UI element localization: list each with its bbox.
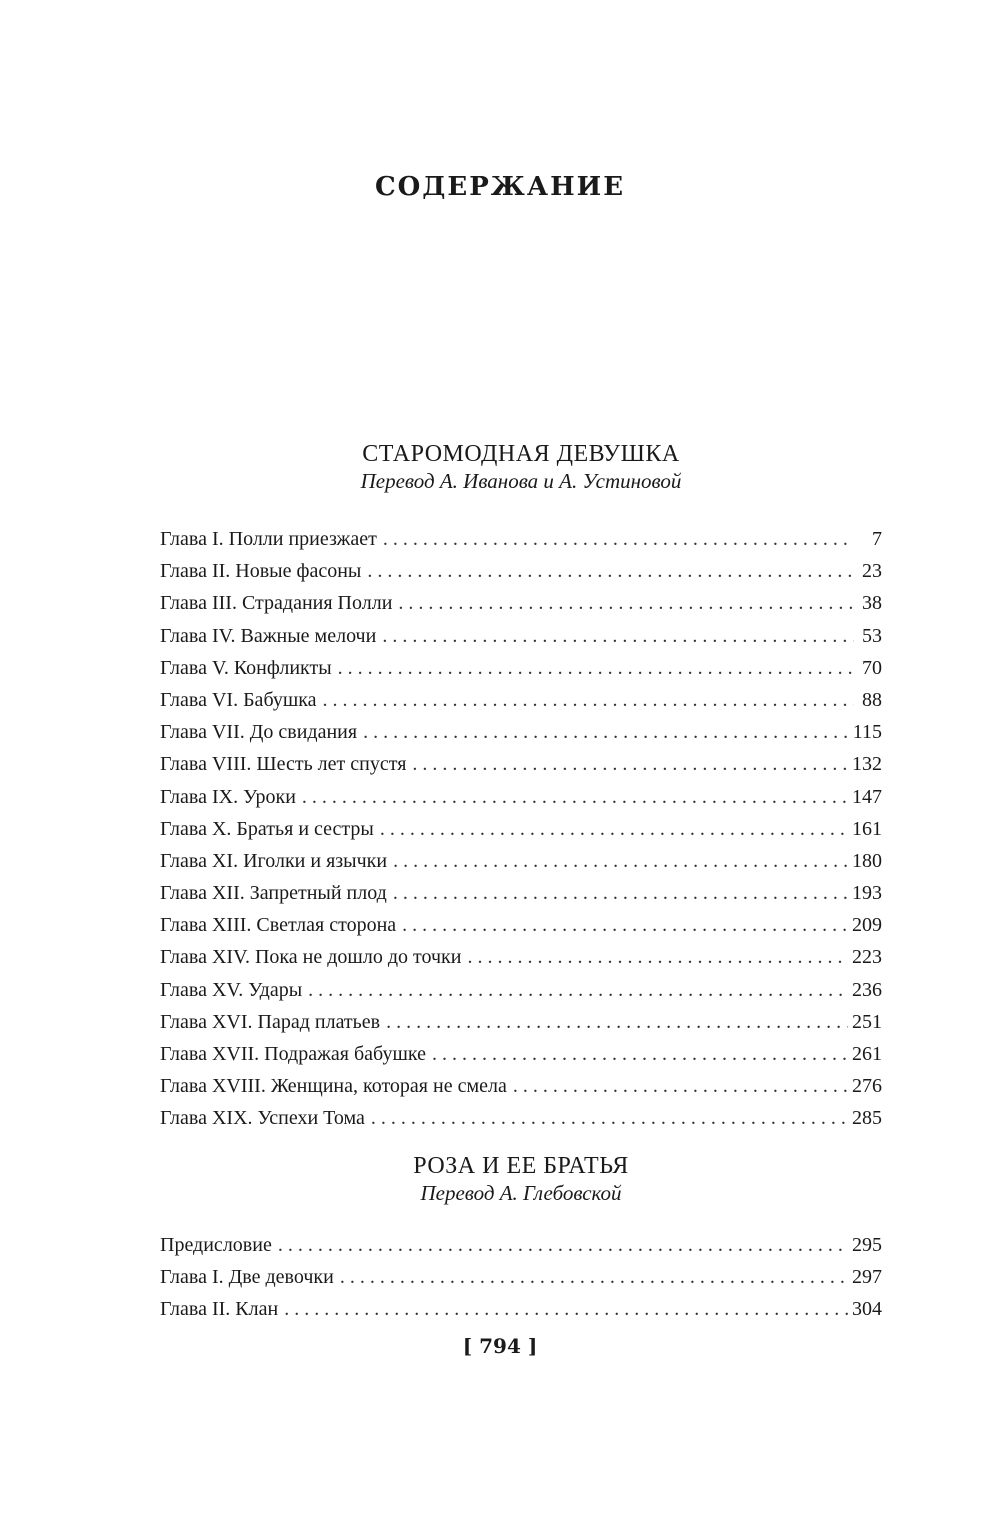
toc-entry xyxy=(160,1234,882,1266)
toc-entry xyxy=(160,1011,882,1043)
leader-dots xyxy=(278,1234,848,1257)
toc-entry-title: Предисловие xyxy=(160,1234,272,1256)
toc-entry-page: 261 xyxy=(852,1043,882,1065)
toc-entry-title: Глава III. Страдания Полли xyxy=(160,592,393,615)
toc-entry xyxy=(160,721,882,753)
toc-entry-title: Глава II. Новые фасоны xyxy=(160,560,362,583)
toc-entry-page: 147 xyxy=(852,785,882,808)
leader-dots xyxy=(467,946,848,969)
toc-entry-page: 53 xyxy=(862,624,882,647)
leader-dots xyxy=(393,850,848,873)
toc-entry xyxy=(160,528,882,560)
section-heading: РОЗА И ЕЕ БРАТЬЯ xyxy=(413,1153,629,1179)
toc-entry xyxy=(160,1266,882,1298)
leader-dots xyxy=(308,979,848,1002)
toc-entry xyxy=(160,689,882,721)
toc-entry xyxy=(160,1043,882,1075)
toc-entry-page: 115 xyxy=(852,721,882,744)
toc-entry xyxy=(160,560,882,592)
toc-entry xyxy=(160,592,882,624)
toc-entry xyxy=(160,946,882,978)
toc-entry-title: Глава IV. Важные мелочи xyxy=(160,624,377,647)
toc-entry-page: 70 xyxy=(862,656,882,679)
toc-entry-page: 7 xyxy=(872,528,882,550)
toc-entry-title: Глава XI. Иголки и язычки xyxy=(160,849,388,872)
toc-list xyxy=(160,1234,882,1331)
toc-entry xyxy=(160,979,882,1011)
toc-entry-title: Глава I. Полли приезжает xyxy=(160,528,377,550)
toc-entry-title: Глава I. Две девочки xyxy=(160,1266,334,1289)
toc-entry xyxy=(160,818,882,850)
toc-entry xyxy=(160,786,882,818)
leader-dots xyxy=(323,689,854,712)
toc-entry-page: 209 xyxy=(852,914,882,937)
toc-entry xyxy=(160,1298,882,1330)
toc-entry-title: Глава II. Клан xyxy=(160,1298,279,1321)
toc-entry-title: Глава X. Братья и сестры xyxy=(160,817,374,840)
page-title: СОДЕРЖАНИЕ xyxy=(374,172,626,202)
toc-entry-page: 180 xyxy=(852,849,882,872)
toc-entry-title: Глава XIX. Успехи Тома xyxy=(160,1107,365,1130)
toc-entry-page: 88 xyxy=(862,688,882,711)
toc-entry-page: 132 xyxy=(852,753,882,776)
toc-entry-page: 236 xyxy=(852,978,882,1001)
toc-entry-title: Глава V. Конфликты xyxy=(160,656,332,679)
leader-dots xyxy=(402,914,848,937)
toc-entry-page: 23 xyxy=(862,560,882,583)
toc-entry xyxy=(160,753,882,785)
toc-entry-title: Глава XV. Удары xyxy=(160,978,303,1001)
leader-dots xyxy=(371,1107,848,1130)
toc-entry-title: Глава VII. До свидания xyxy=(160,721,358,744)
toc-entry-page: 161 xyxy=(852,817,882,840)
section-translator: Перевод А. Глебовской xyxy=(420,1181,622,1205)
toc-entry-title: Глава VIII. Шесть лет спустя xyxy=(160,753,407,776)
leader-dots xyxy=(386,1011,848,1034)
toc-entry xyxy=(160,1107,882,1139)
toc-entry-title: Глава XVII. Подражая бабушке xyxy=(160,1043,426,1065)
toc-entry-page: 193 xyxy=(852,882,882,905)
leader-dots xyxy=(412,753,848,776)
toc-entry-page: 251 xyxy=(852,1010,882,1033)
leader-dots xyxy=(284,1298,848,1321)
toc-entry xyxy=(160,1075,882,1107)
section-translator: Перевод А. Иванова и А. Устиновой xyxy=(360,469,682,493)
toc-entry-title: Глава XVI. Парад платьев xyxy=(160,1010,381,1033)
toc-list xyxy=(160,528,882,1140)
toc-entry-page: 276 xyxy=(852,1075,882,1098)
leader-dots xyxy=(383,528,854,551)
leader-dots xyxy=(338,657,854,680)
leader-dots xyxy=(363,721,849,744)
leader-dots xyxy=(432,1043,848,1066)
toc-entry-title: Глава XII. Запретный плод xyxy=(160,882,387,905)
leader-dots xyxy=(367,560,854,583)
leader-dots xyxy=(340,1266,848,1289)
section-heading: СТАРОМОДНАЯ ДЕВУШКА xyxy=(362,441,680,467)
toc-entry-title: Глава IX. Уроки xyxy=(160,785,296,808)
leader-dots xyxy=(382,625,854,648)
toc-entry xyxy=(160,625,882,657)
toc-entry-page: 295 xyxy=(852,1234,882,1256)
toc-section-rose-and-brothers xyxy=(160,1152,882,1331)
toc-entry xyxy=(160,657,882,689)
toc-entry xyxy=(160,882,882,914)
leader-dots xyxy=(380,818,848,841)
leader-dots xyxy=(513,1075,848,1098)
toc-entry-title: Глава XVIII. Женщина, которая не смела xyxy=(160,1075,507,1098)
page-number: [ 794 ] xyxy=(462,1334,538,1358)
leader-dots xyxy=(393,882,848,905)
leader-dots xyxy=(302,786,848,809)
toc-entry-page: 304 xyxy=(852,1298,882,1321)
toc-entry xyxy=(160,850,882,882)
toc-entry xyxy=(160,914,882,946)
toc-entry-page: 297 xyxy=(852,1266,882,1289)
toc-entry-title: Глава VI. Бабушка xyxy=(160,688,317,711)
leader-dots xyxy=(398,592,854,615)
toc-entry-title: Глава XIII. Светлая сторона xyxy=(160,914,397,937)
toc-entry-page: 223 xyxy=(852,946,882,969)
toc-section-old-fashioned-girl xyxy=(160,440,882,1140)
toc-entry-title: Глава XIV. Пока не дошло до точки xyxy=(160,946,462,969)
toc-entry-page: 38 xyxy=(862,592,882,615)
toc-entry-page: 285 xyxy=(852,1107,882,1130)
